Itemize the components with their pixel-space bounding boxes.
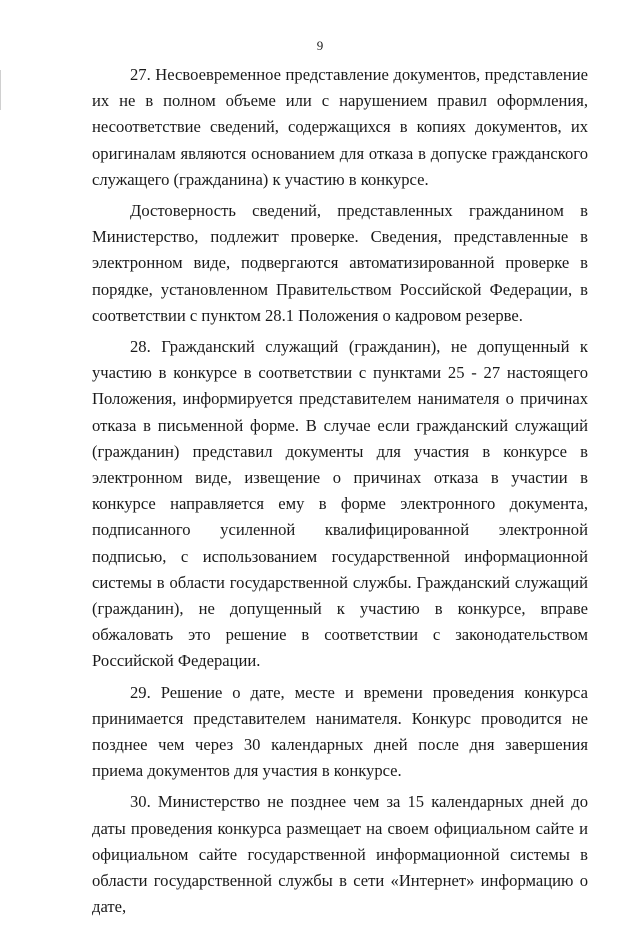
paragraph-30: 30. Министерство не позднее чем за 15 календарных дней до даты проведения конкурса размещает на своем официальном сайте и официальном сайте государственной информационной системы в области государственной службы в сети «Интернет» информацию о дате, — [92, 792, 588, 917]
paragraph-verification: Достоверность сведений, представленных гражданином в Министерство, подлежит проверке. Сведения, представленные в электронном виде, подвергаются автоматизированной проверке в порядке, установленном Правительством Российской Федерации, в соответствии с пунктом 28.1 Положения о кадровом резерве. — [92, 201, 588, 325]
paragraph-27: 27. Несвоевременное представление документов, представление их не в полном объеме или с нарушением правил оформления, несоответствие сведений, содержащихся в копиях документов, их оригиналам являются основанием для отказа в допуске гражданского служащего (гражданина) к участию в конкурсе. — [92, 65, 588, 189]
paragraph-28: 28. Гражданский служащий (гражданин), не допущенный к участию в конкурсе в соответствии с пунктами 25 - 27 настоящего Положения, информируется представителем нанимателя о причинах отказа в письменной форме. В случае если гражданский служащий (гражданин) представил документы для участия в конкурсе в электронном виде, извещение о причинах отказа в участии в конкурсе направляется ему в форме электронного документа, подписанного усиленной квалифицированной электронной подписью, с использованием государственной информационной системы в области государственной службы. Гражданский служащий (гражданин), не допущенный к участию в конкурсе, вправе обжаловать это решение в соответствии с законодательством Российской Федерации. — [92, 337, 588, 671]
page-number: 9 — [316, 38, 324, 53]
document-body — [92, 62, 588, 926]
paragraph-29: 29. Решение о дате, месте и времени проведения конкурса принимается представителем нанимателя. Конкурс проводится не позднее чем через 30 календарных дней после дня завершения приема документов для участия в конкурсе. — [92, 682, 588, 781]
scan-margin-mark — [0, 70, 1, 110]
